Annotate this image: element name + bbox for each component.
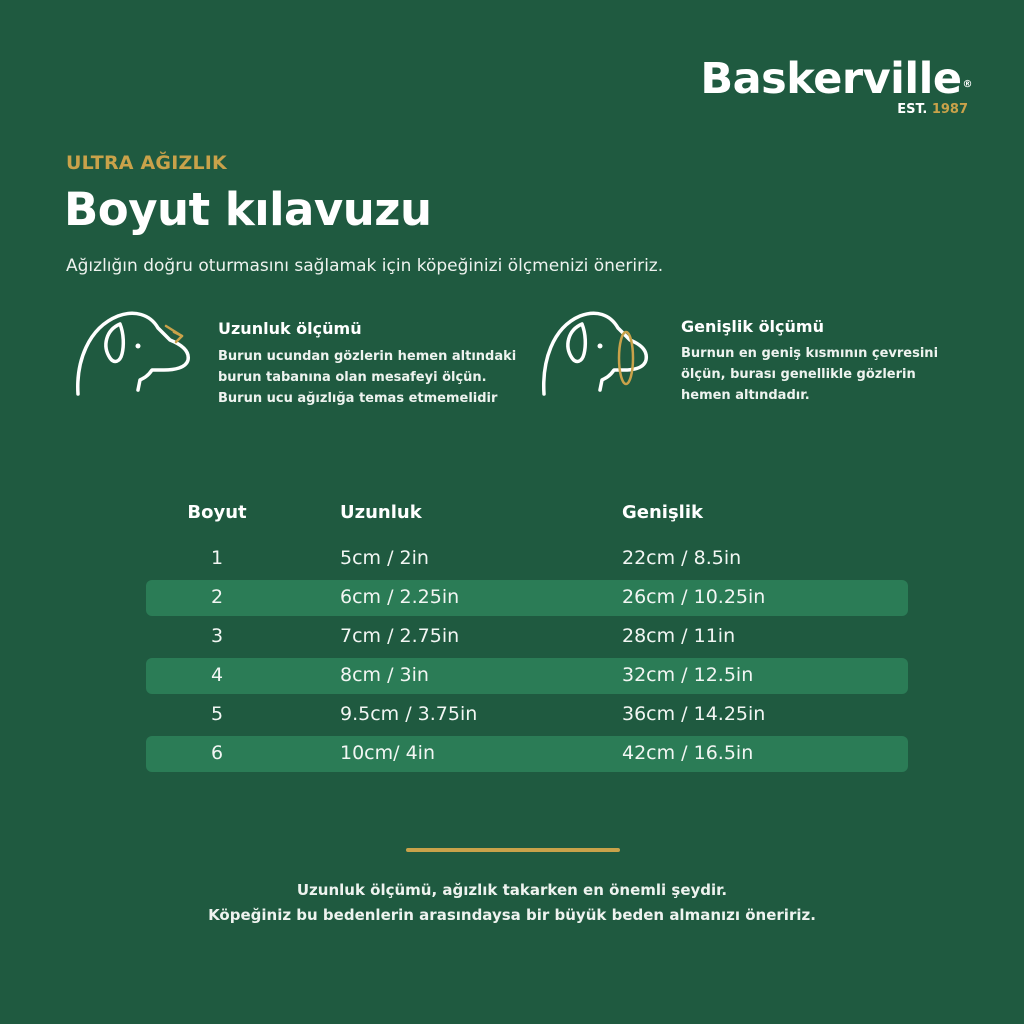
table-row: 1 5cm / 2in 22cm / 8.5in bbox=[210, 547, 742, 569]
page-subtitle: Ağızlığın doğru oturmasını sağlamak için köpeğinizi ölçmenizi öneririz. bbox=[66, 256, 664, 276]
product-eyebrow: ULTRA AĞIZLIK bbox=[66, 152, 227, 174]
footer-line-1: Uzunluk ölçümü, ağızlık takarken en önemli şeydir. bbox=[296, 881, 728, 899]
table-row: 3 7cm / 2.75in 28cm / 11in bbox=[210, 625, 736, 647]
table-header bbox=[146, 502, 908, 538]
table-row: 5 9.5cm / 3.75in 36cm / 14.25in bbox=[210, 703, 766, 725]
header-width: Genişlik bbox=[622, 502, 703, 523]
header-size: Boyut bbox=[187, 502, 247, 523]
brand-name: Baskerville® bbox=[700, 54, 972, 104]
page-title: Boyut kılavuzu bbox=[64, 183, 432, 236]
brand-established: EST. 1987 bbox=[897, 102, 968, 117]
size-table bbox=[146, 502, 908, 772]
table-row: 4 8cm / 3in 32cm / 12.5in bbox=[146, 658, 908, 694]
gold-divider bbox=[406, 848, 620, 852]
table-row: 2 6cm / 2.25in 26cm / 10.25in bbox=[146, 580, 908, 616]
footer-line-2: Köpeğiniz bu bedenlerin arasındaysa bir büyük beden almanızı öneririz. bbox=[208, 906, 816, 924]
dog-width-icon bbox=[540, 306, 660, 398]
table-row: 6 10cm/ 4in 42cm / 16.5in bbox=[146, 736, 908, 772]
brand-logo bbox=[700, 56, 972, 117]
width-measure-title: Genişlik ölçümü bbox=[681, 317, 824, 336]
length-measure-title: Uzunluk ölçümü bbox=[218, 319, 362, 338]
width-measure-text: Burnun en geniş kısmının çevresini ölçün, burası genellikle gözlerin hemen altındadır. bbox=[681, 346, 939, 403]
header-length: Uzunluk bbox=[340, 502, 422, 523]
dog-length-icon bbox=[74, 306, 210, 398]
registered-mark: ® bbox=[962, 79, 972, 90]
length-measure-text: Burun ucundan gözlerin hemen altındaki burun tabanına olan mesafeyi ölçün. Burun ucu ağızlığa temas etmemelidir bbox=[218, 349, 517, 406]
